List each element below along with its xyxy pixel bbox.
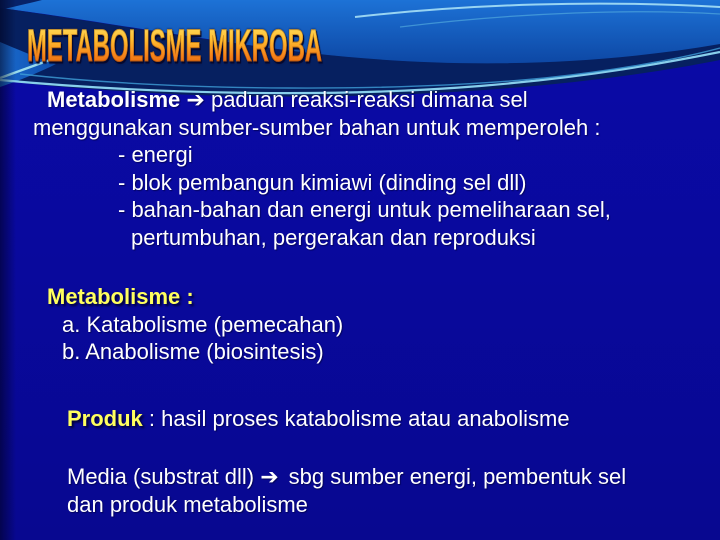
- intro-line-2: menggunakan sumber-sumber bahan untuk memperoleh :: [33, 114, 601, 140]
- intro-bullet-3: - bahan-bahan dan energi untuk pemeliharaan sel,: [118, 197, 611, 222]
- intro-line-1-rest: paduan reaksi-reaksi dimana sel: [210, 87, 528, 112]
- produk-line: [67, 405, 570, 433]
- types-item-katabolisme: a. Katabolisme (pemecahan): [62, 311, 344, 337]
- intro-lead-term: Metabolisme: [47, 87, 181, 112]
- produk-label: Produk: [67, 406, 143, 431]
- slide-title-text: METABOLISME MIKROBA: [27, 20, 323, 71]
- media-paragraph: [67, 463, 626, 518]
- intro-paragraph: [33, 86, 611, 251]
- types-item-anabolisme: b. Anabolisme (biosintesis): [62, 339, 324, 364]
- media-line-2: dan produk metabolisme: [67, 491, 308, 517]
- slide-title: [27, 20, 584, 71]
- intro-bullet-1: - energi: [118, 142, 193, 167]
- produk-line-inner: [67, 405, 570, 433]
- produk-rest: : hasil proses katabolisme atau anabolisme: [148, 406, 570, 431]
- arrow-icon: ➔: [186, 87, 205, 112]
- arrow-icon: ➔: [260, 464, 279, 489]
- metabolism-types-block: [47, 283, 343, 366]
- intro-line-1: [33, 86, 611, 114]
- types-heading: Metabolisme :: [47, 284, 194, 309]
- media-line-1: [67, 463, 626, 491]
- intro-bullet-2: - blok pembangun kimiawi (dinding sel dll): [118, 169, 527, 195]
- media-line-1-rest: sbg sumber energi, pembentuk sel: [288, 464, 627, 489]
- intro-bullet-3-wrap: pertumbuhan, pergerakan dan reproduksi: [131, 224, 536, 250]
- media-lead: Media (substrat dll): [67, 464, 255, 489]
